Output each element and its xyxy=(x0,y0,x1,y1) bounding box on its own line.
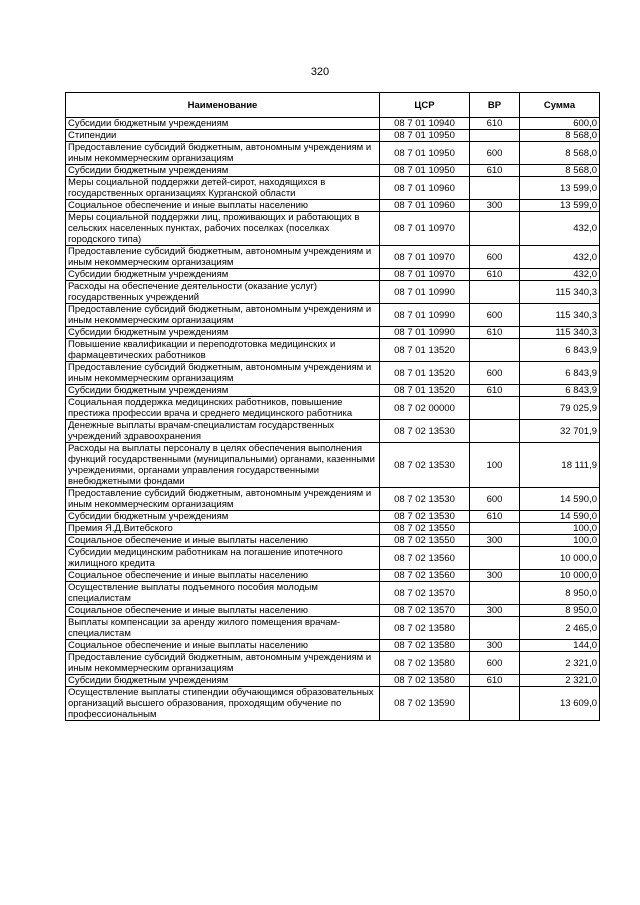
cell-vr: 610 xyxy=(470,327,520,339)
cell-name: Социальное обеспечение и иные выплаты населению xyxy=(66,535,380,547)
table-row xyxy=(66,617,600,640)
cell-name: Расходы на обеспечение деятельности (оказание услуг) государственных учреждений xyxy=(66,281,380,304)
cell-csr: 08 7 02 13570 xyxy=(380,582,470,605)
table-row xyxy=(66,420,600,443)
cell-csr: 08 7 01 10970 xyxy=(380,212,470,246)
cell-csr: 08 7 01 10990 xyxy=(380,304,470,327)
table-row xyxy=(66,443,600,488)
table-row xyxy=(66,200,600,212)
cell-vr: 600 xyxy=(470,652,520,675)
cell-name: Субсидии бюджетным учреждениям xyxy=(66,511,380,523)
cell-vr: 600 xyxy=(470,362,520,385)
table-row xyxy=(66,523,600,535)
header-sum: Сумма xyxy=(520,93,600,118)
cell-name: Стипендии xyxy=(66,130,380,142)
cell-sum: 13 609,0 xyxy=(520,687,600,721)
cell-vr: 300 xyxy=(470,535,520,547)
cell-csr: 08 7 02 13580 xyxy=(380,640,470,652)
header-name: Наименование xyxy=(66,93,380,118)
cell-vr: 600 xyxy=(470,488,520,511)
cell-vr xyxy=(470,397,520,420)
table-row xyxy=(66,362,600,385)
table-row xyxy=(66,582,600,605)
cell-sum: 115 340,3 xyxy=(520,327,600,339)
cell-vr: 610 xyxy=(470,385,520,397)
table-row xyxy=(66,281,600,304)
cell-vr xyxy=(470,547,520,570)
cell-csr: 08 7 01 10950 xyxy=(380,165,470,177)
cell-sum: 6 843,9 xyxy=(520,362,600,385)
table-row xyxy=(66,547,600,570)
cell-csr: 08 7 01 10970 xyxy=(380,246,470,269)
cell-vr: 100 xyxy=(470,443,520,488)
cell-csr: 08 7 02 13560 xyxy=(380,547,470,570)
cell-vr xyxy=(470,687,520,721)
cell-vr xyxy=(470,212,520,246)
table-row xyxy=(66,511,600,523)
cell-csr: 08 7 01 10990 xyxy=(380,281,470,304)
cell-sum: 2 321,0 xyxy=(520,675,600,687)
cell-vr: 610 xyxy=(470,675,520,687)
table-row xyxy=(66,675,600,687)
table-row xyxy=(66,269,600,281)
table-row xyxy=(66,339,600,362)
table-row xyxy=(66,687,600,721)
cell-csr: 08 7 02 13580 xyxy=(380,652,470,675)
cell-csr: 08 7 01 13520 xyxy=(380,362,470,385)
table-header-row xyxy=(66,93,600,118)
table-row xyxy=(66,535,600,547)
cell-csr: 08 7 02 13580 xyxy=(380,617,470,640)
cell-sum: 32 701,9 xyxy=(520,420,600,443)
cell-name: Осуществление выплаты подъемного пособия молодым специалистам xyxy=(66,582,380,605)
cell-vr: 600 xyxy=(470,246,520,269)
cell-sum: 8 568,0 xyxy=(520,142,600,165)
cell-name: Предоставление субсидий бюджетным, автономным учреждениям и иным некоммерческим организациям xyxy=(66,362,380,385)
cell-sum: 13 599,0 xyxy=(520,177,600,200)
cell-name: Субсидии бюджетным учреждениям xyxy=(66,327,380,339)
cell-sum: 79 025,9 xyxy=(520,397,600,420)
cell-name: Социальное обеспечение и иные выплаты населению xyxy=(66,570,380,582)
cell-name: Предоставление субсидий бюджетным, автономным учреждениям и иным некоммерческим организациям xyxy=(66,488,380,511)
cell-vr xyxy=(470,617,520,640)
cell-csr: 08 7 02 13530 xyxy=(380,511,470,523)
cell-vr xyxy=(470,130,520,142)
header-vr: ВР xyxy=(470,93,520,118)
cell-sum: 100,0 xyxy=(520,523,600,535)
table-row xyxy=(66,327,600,339)
cell-sum: 8 568,0 xyxy=(520,130,600,142)
cell-name: Социальное обеспечение и иные выплаты населению xyxy=(66,640,380,652)
cell-sum: 432,0 xyxy=(520,212,600,246)
cell-sum: 10 000,0 xyxy=(520,570,600,582)
cell-name: Меры социальной поддержки лиц, проживающих и работающих в сельских населенных пунктах, рабочих поселках (поселках городского типа) xyxy=(66,212,380,246)
cell-csr: 08 7 02 13530 xyxy=(380,488,470,511)
cell-vr: 610 xyxy=(470,511,520,523)
cell-vr xyxy=(470,177,520,200)
cell-csr: 08 7 01 10970 xyxy=(380,269,470,281)
cell-name: Субсидии бюджетным учреждениям xyxy=(66,118,380,130)
table-row xyxy=(66,397,600,420)
cell-csr: 08 7 01 13520 xyxy=(380,385,470,397)
cell-name: Социальное обеспечение и иные выплаты населению xyxy=(66,605,380,617)
table-row xyxy=(66,212,600,246)
cell-vr xyxy=(470,523,520,535)
cell-name: Предоставление субсидий бюджетным, автономным учреждениям и иным некоммерческим организациям xyxy=(66,142,380,165)
cell-vr: 300 xyxy=(470,200,520,212)
cell-csr: 08 7 01 10950 xyxy=(380,142,470,165)
cell-name: Субсидии бюджетным учреждениям xyxy=(66,385,380,397)
cell-vr: 600 xyxy=(470,142,520,165)
cell-sum: 144,0 xyxy=(520,640,600,652)
cell-csr: 08 7 02 00000 xyxy=(380,397,470,420)
cell-csr: 08 7 02 13570 xyxy=(380,605,470,617)
table-row xyxy=(66,165,600,177)
cell-csr: 08 7 02 13530 xyxy=(380,420,470,443)
table-row xyxy=(66,652,600,675)
cell-sum: 14 590,0 xyxy=(520,511,600,523)
table-row xyxy=(66,605,600,617)
cell-name: Субсидии медицинским работникам на погашение ипотечного жилищного кредита xyxy=(66,547,380,570)
cell-vr xyxy=(470,420,520,443)
cell-vr: 610 xyxy=(470,118,520,130)
cell-name: Предоставление субсидий бюджетным, автономным учреждениям и иным некоммерческим организациям xyxy=(66,652,380,675)
cell-csr: 08 7 01 10950 xyxy=(380,130,470,142)
cell-name: Денежные выплаты врачам-специалистам государственных учреждений здравоохранения xyxy=(66,420,380,443)
cell-sum: 432,0 xyxy=(520,246,600,269)
cell-vr: 610 xyxy=(470,269,520,281)
cell-csr: 08 7 01 10960 xyxy=(380,200,470,212)
cell-vr xyxy=(470,339,520,362)
table-row xyxy=(66,142,600,165)
cell-csr: 08 7 02 13590 xyxy=(380,687,470,721)
cell-name: Расходы на выплаты персоналу в целях обеспечения выполнения функций государственными (муниципальными) органами, казенными учреждениями, органами управления государственными внебюджетными фондами xyxy=(66,443,380,488)
cell-csr: 08 7 01 10940 xyxy=(380,118,470,130)
cell-sum: 432,0 xyxy=(520,269,600,281)
page-number: 320 xyxy=(310,66,330,78)
cell-sum: 14 590,0 xyxy=(520,488,600,511)
cell-csr: 08 7 01 10960 xyxy=(380,177,470,200)
cell-sum: 6 843,9 xyxy=(520,385,600,397)
table-row xyxy=(66,130,600,142)
cell-sum: 18 111,9 xyxy=(520,443,600,488)
cell-name: Выплаты компенсации за аренду жилого помещения врачам-специалистам xyxy=(66,617,380,640)
cell-sum: 8 950,0 xyxy=(520,582,600,605)
table-row xyxy=(66,640,600,652)
table-row xyxy=(66,118,600,130)
cell-sum: 115 340,3 xyxy=(520,281,600,304)
cell-sum: 2 465,0 xyxy=(520,617,600,640)
cell-vr xyxy=(470,281,520,304)
cell-name: Предоставление субсидий бюджетным, автономным учреждениям и иным некоммерческим организациям xyxy=(66,304,380,327)
cell-name: Социальное обеспечение и иные выплаты населению xyxy=(66,200,380,212)
cell-sum: 6 843,9 xyxy=(520,339,600,362)
cell-sum: 600,0 xyxy=(520,118,600,130)
cell-vr xyxy=(470,582,520,605)
cell-name: Субсидии бюджетным учреждениям xyxy=(66,269,380,281)
cell-vr: 600 xyxy=(470,304,520,327)
cell-csr: 08 7 02 13550 xyxy=(380,523,470,535)
cell-sum: 8 568,0 xyxy=(520,165,600,177)
cell-csr: 08 7 01 10990 xyxy=(380,327,470,339)
cell-name: Меры социальной поддержки детей-сирот, находящихся в государственных организациях Курганской области xyxy=(66,177,380,200)
table-row xyxy=(66,570,600,582)
table-row xyxy=(66,488,600,511)
cell-vr: 610 xyxy=(470,165,520,177)
table-row xyxy=(66,246,600,269)
cell-sum: 10 000,0 xyxy=(520,547,600,570)
cell-sum: 2 321,0 xyxy=(520,652,600,675)
cell-csr: 08 7 01 13520 xyxy=(380,339,470,362)
table-row xyxy=(66,304,600,327)
cell-vr: 300 xyxy=(470,570,520,582)
budget-table xyxy=(65,92,600,721)
cell-csr: 08 7 02 13530 xyxy=(380,443,470,488)
cell-name: Осуществление выплаты стипендии обучающимся образовательных организаций высшего образования, проходящим обучение по профессиональным xyxy=(66,687,380,721)
cell-sum: 13 599,0 xyxy=(520,200,600,212)
cell-vr: 300 xyxy=(470,640,520,652)
cell-csr: 08 7 02 13550 xyxy=(380,535,470,547)
cell-sum: 115 340,3 xyxy=(520,304,600,327)
cell-csr: 08 7 02 13580 xyxy=(380,675,470,687)
cell-name: Предоставление субсидий бюджетным, автономным учреждениям и иным некоммерческим организациям xyxy=(66,246,380,269)
cell-sum: 100,0 xyxy=(520,535,600,547)
table-row xyxy=(66,385,600,397)
cell-name: Повышение квалификации и переподготовка медицинских и фармацевтических работников xyxy=(66,339,380,362)
header-csr: ЦСР xyxy=(380,93,470,118)
cell-name: Премия Я.Д.Витебского xyxy=(66,523,380,535)
cell-name: Субсидии бюджетным учреждениям xyxy=(66,675,380,687)
cell-csr: 08 7 02 13560 xyxy=(380,570,470,582)
cell-name: Субсидии бюджетным учреждениям xyxy=(66,165,380,177)
table-row xyxy=(66,177,600,200)
cell-name: Социальная поддержка медицинских работников, повышение престижа профессии врача и среднего медицинского работника xyxy=(66,397,380,420)
cell-sum: 8 950,0 xyxy=(520,605,600,617)
cell-vr: 300 xyxy=(470,605,520,617)
